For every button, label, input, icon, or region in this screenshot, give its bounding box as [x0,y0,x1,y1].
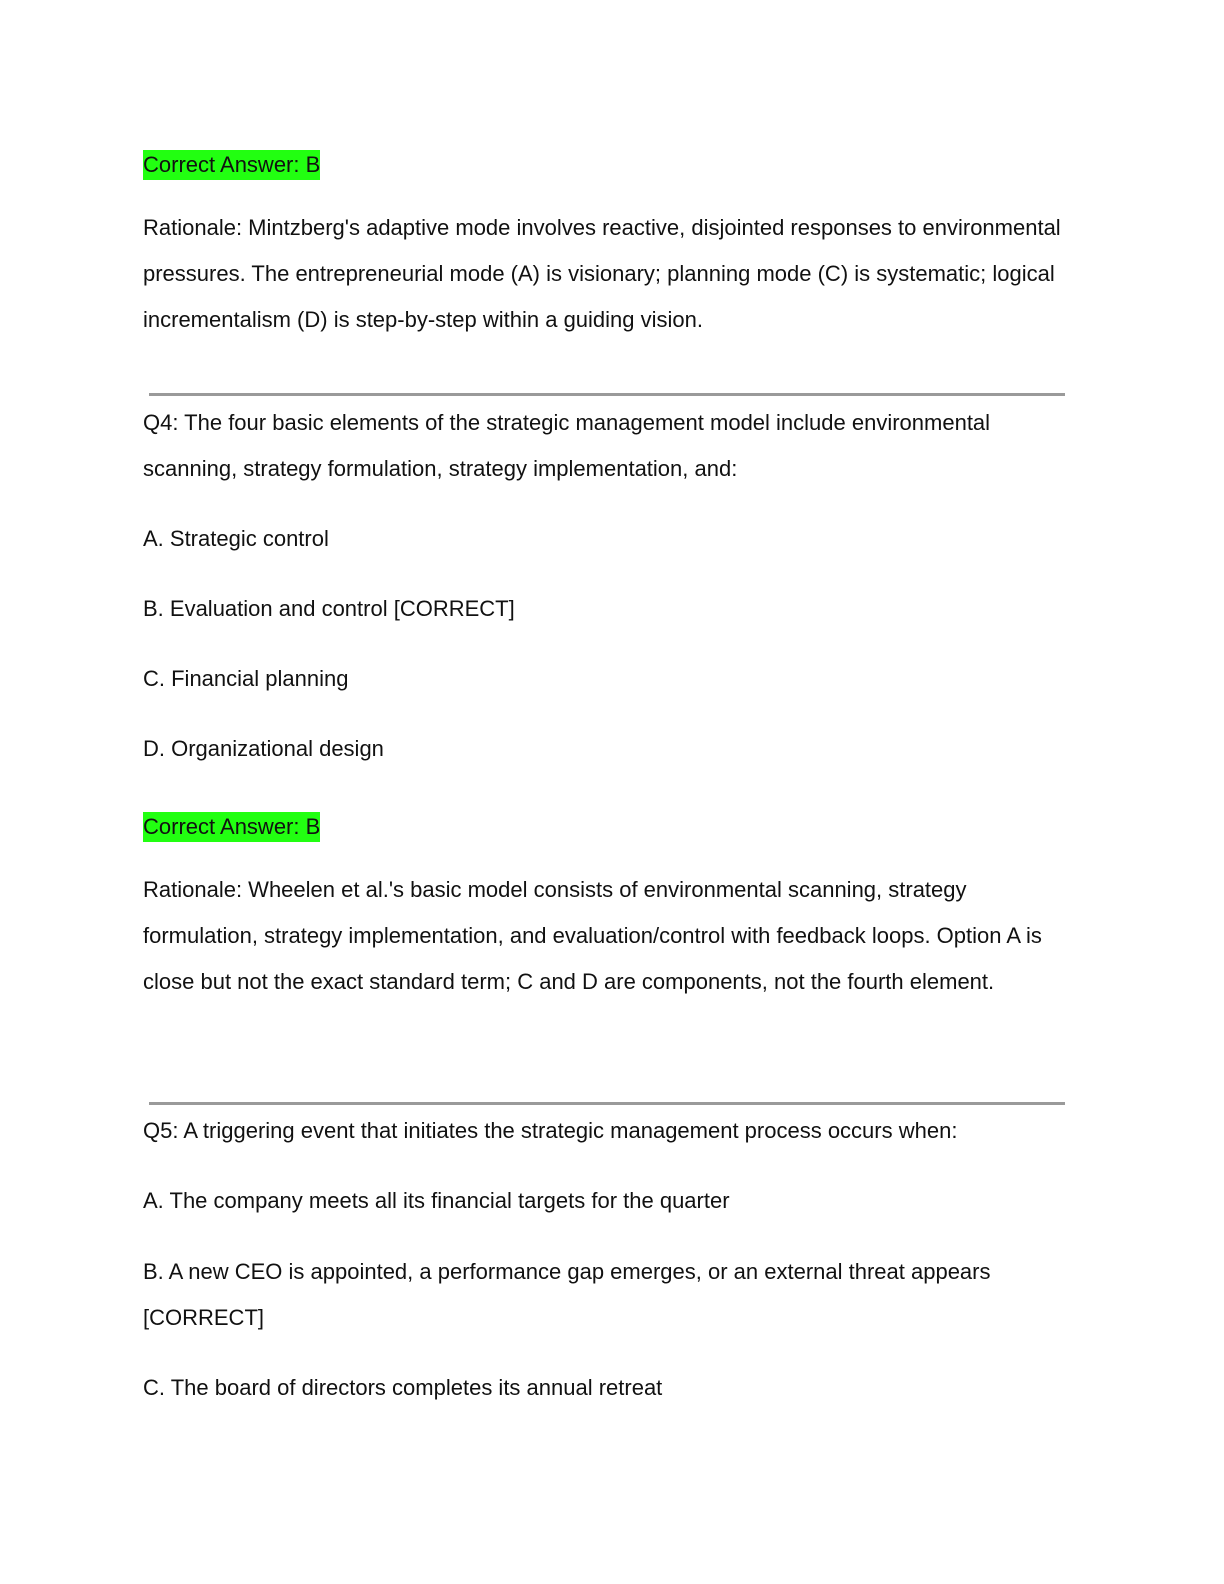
correct-answer-prev [143,142,1068,188]
correct-answer-highlight: Correct Answer: B [143,150,320,180]
section-divider [149,1102,1065,1105]
q5-option-c: C. The board of directors completes its annual retreat [143,1375,663,1400]
q4-option-b: B. Evaluation and control [CORRECT] [143,596,515,621]
q5-option-b: B. A new CEO is appointed, a performance gap emerges, or an external threat appears [CORRECT] [143,1259,991,1330]
section-divider [149,393,1065,396]
q5-question: Q5: A triggering event that initiates the strategic management process occurs when: [143,1118,958,1143]
q4-correct-answer [143,804,1068,850]
q4-option-a: A. Strategic control [143,526,329,551]
rationale-prev: Rationale: Mintzberg's adaptive mode involves reactive, disjointed responses to environmental pressures. The entrepreneurial mode (A) is visionary; planning mode (C) is systematic; logical incrementalism (D) is step-by-step within a guiding vision. [143,215,1061,332]
q4-option-d: D. Organizational design [143,736,384,761]
correct-answer-highlight: Correct Answer: B [143,812,320,842]
q4-question: Q4: The four basic elements of the strategic management model include environmental scanning, strategy formulation, strategy implementation, and: [143,410,991,481]
q4-option-c: C. Financial planning [143,666,349,691]
q5-option-a: A. The company meets all its financial targets for the quarter [143,1188,730,1213]
q4-rationale: Rationale: Wheelen et al.'s basic model consists of environmental scanning, strategy formulation, strategy implementation, and evaluation/control with feedback loops. Option A is close but not the exact standard term; C and D are components, not the fourth element. [143,877,1042,994]
